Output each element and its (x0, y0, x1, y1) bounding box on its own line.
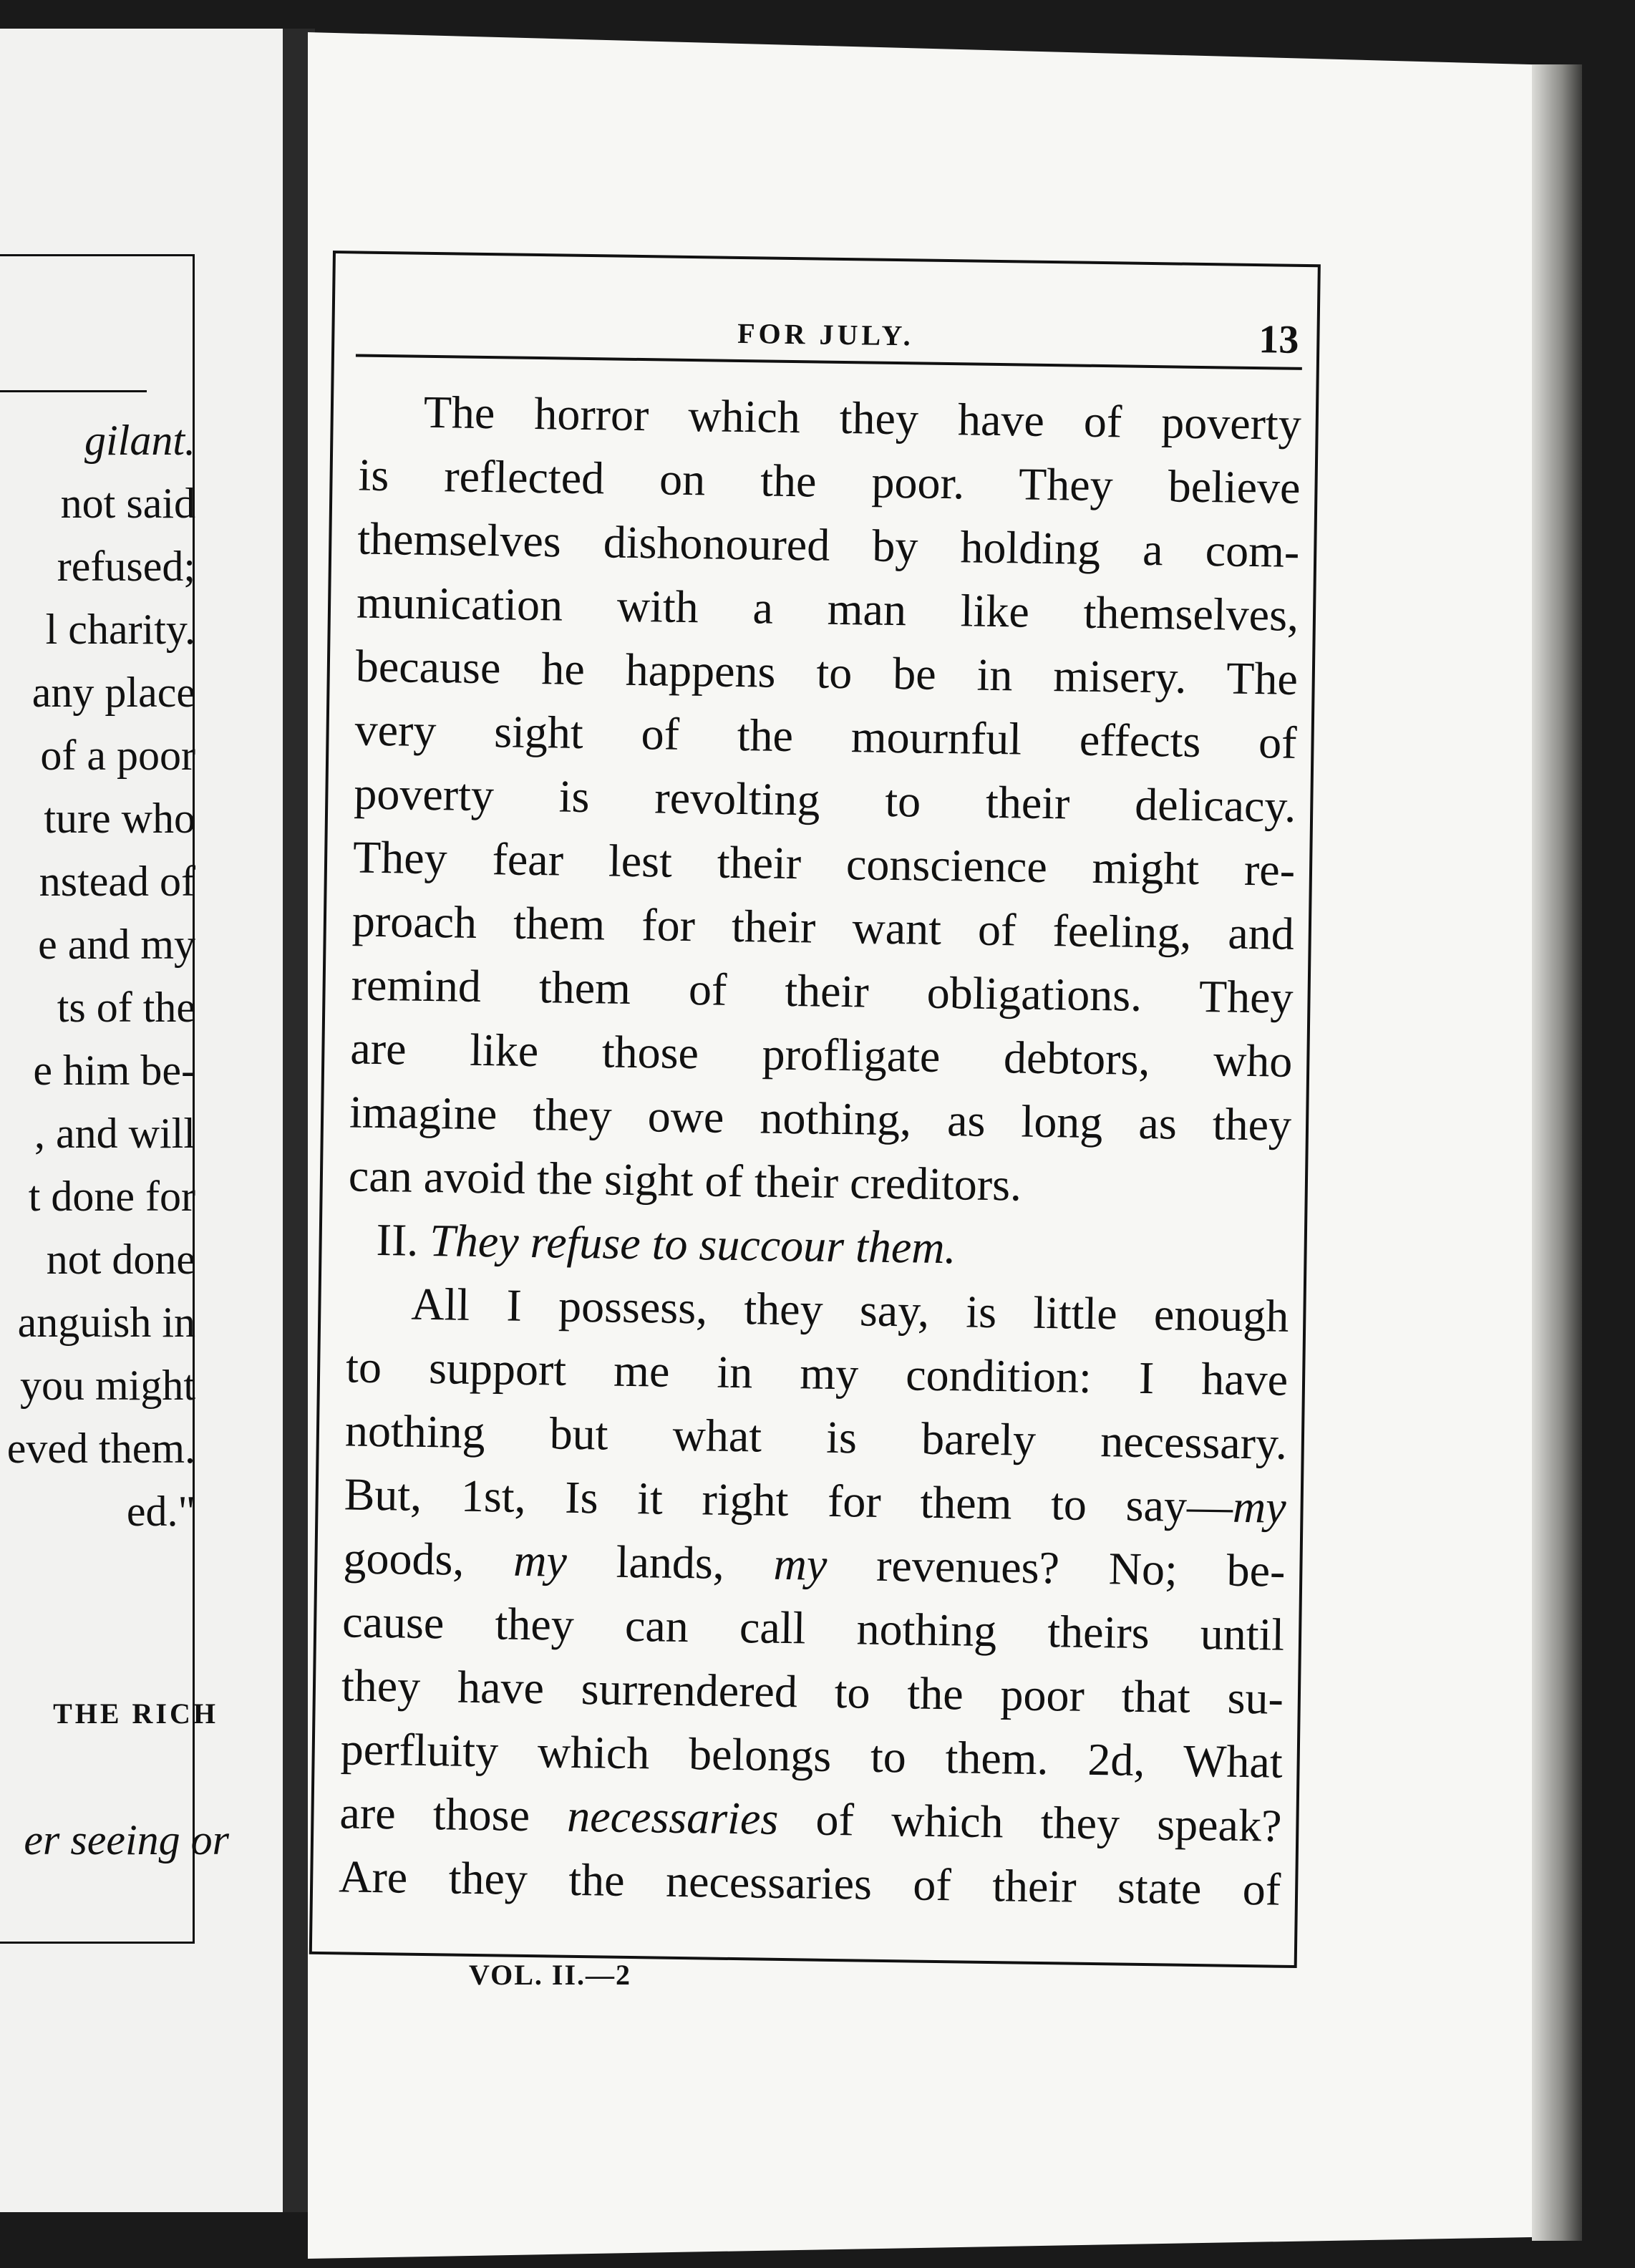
body-line: proach them for their want of feeling, and (351, 895, 1295, 959)
left-text-line: , and will (34, 1110, 195, 1157)
body-line: munication with a man like themselves, (356, 576, 1299, 641)
page-number: 13 (1258, 317, 1299, 362)
text-frame (309, 251, 1321, 1968)
left-text-line: e him be- (33, 1047, 195, 1094)
left-text-line: not said (60, 480, 195, 527)
body-line: imagine they owe nothing, as long as they (349, 1086, 1292, 1150)
left-text-line: not done (46, 1236, 195, 1283)
body-line: goods, my lands, my revenues? No; be- (343, 1532, 1286, 1596)
left-text-line: eved them. (6, 1425, 195, 1472)
body-line: II. They refuse to succour them. (376, 1213, 957, 1274)
body-line: because he happens to be in misery. The (355, 640, 1299, 704)
page-edge (1532, 64, 1582, 2241)
left-text-line: of a poor (40, 732, 195, 779)
header-rule (356, 354, 1302, 369)
body-line: they have surrendered to the poor that su- (341, 1659, 1284, 1724)
body-line: They fear lest their conscience might re- (352, 831, 1296, 896)
body-line: But, 1st, Is it right for them to say—my (344, 1468, 1287, 1533)
body-line: is reflected on the poor. They believe (358, 449, 1301, 513)
left-last-line: er seeing or (24, 1816, 229, 1864)
left-running-head: THE RICH (53, 1697, 218, 1730)
body-line: perfluity which belongs to them. 2d, What (340, 1723, 1284, 1788)
left-text-line: you might (19, 1362, 195, 1409)
body-line: can avoid the sight of their creditors. (348, 1150, 1022, 1211)
signature-mark: VOL. II.—2 (469, 1959, 632, 1991)
body-line: remind them of their obligations. They (351, 959, 1294, 1023)
body-line: are those necessaries of which they speak? (339, 1787, 1282, 1851)
body-line: to support me in my condition: I have (345, 1341, 1289, 1405)
left-text-line: ed." (126, 1488, 195, 1535)
left-text-line: refused; (57, 543, 195, 590)
body-line: are like those profligate debtors, who (349, 1022, 1293, 1087)
left-text-line: gilant. (84, 417, 195, 464)
left-text-line: ts of the (57, 984, 195, 1031)
left-text-line: t done for (28, 1173, 195, 1220)
body-line: The horror which they have of poverty (423, 386, 1302, 450)
body-line: poverty is revolting to their delicacy. (353, 767, 1296, 832)
body-line: very sight of the mournful effects of (354, 704, 1298, 768)
body-line: cause they can call nothing theirs until (341, 1596, 1285, 1660)
body-line: All I possess, they say, is little enough (410, 1278, 1289, 1342)
left-text-line: e and my (38, 921, 195, 968)
body-line: Are they the necessaries of their state of (338, 1851, 1281, 1915)
left-page (0, 29, 283, 2212)
left-text-line: ture who (44, 795, 195, 842)
left-header-rule (0, 390, 147, 392)
body-text (339, 379, 1302, 1922)
body-line: nothing but what is barely necessary. (344, 1405, 1288, 1469)
left-text-line: nstead of (39, 858, 195, 905)
running-head: FOR JULY. (737, 316, 914, 352)
left-text-line: any place (31, 669, 195, 716)
body-line: themselves dishonoured by holding a com- (356, 513, 1300, 577)
left-text-line: l charity. (45, 606, 195, 653)
left-text-line: anguish in (17, 1299, 195, 1346)
